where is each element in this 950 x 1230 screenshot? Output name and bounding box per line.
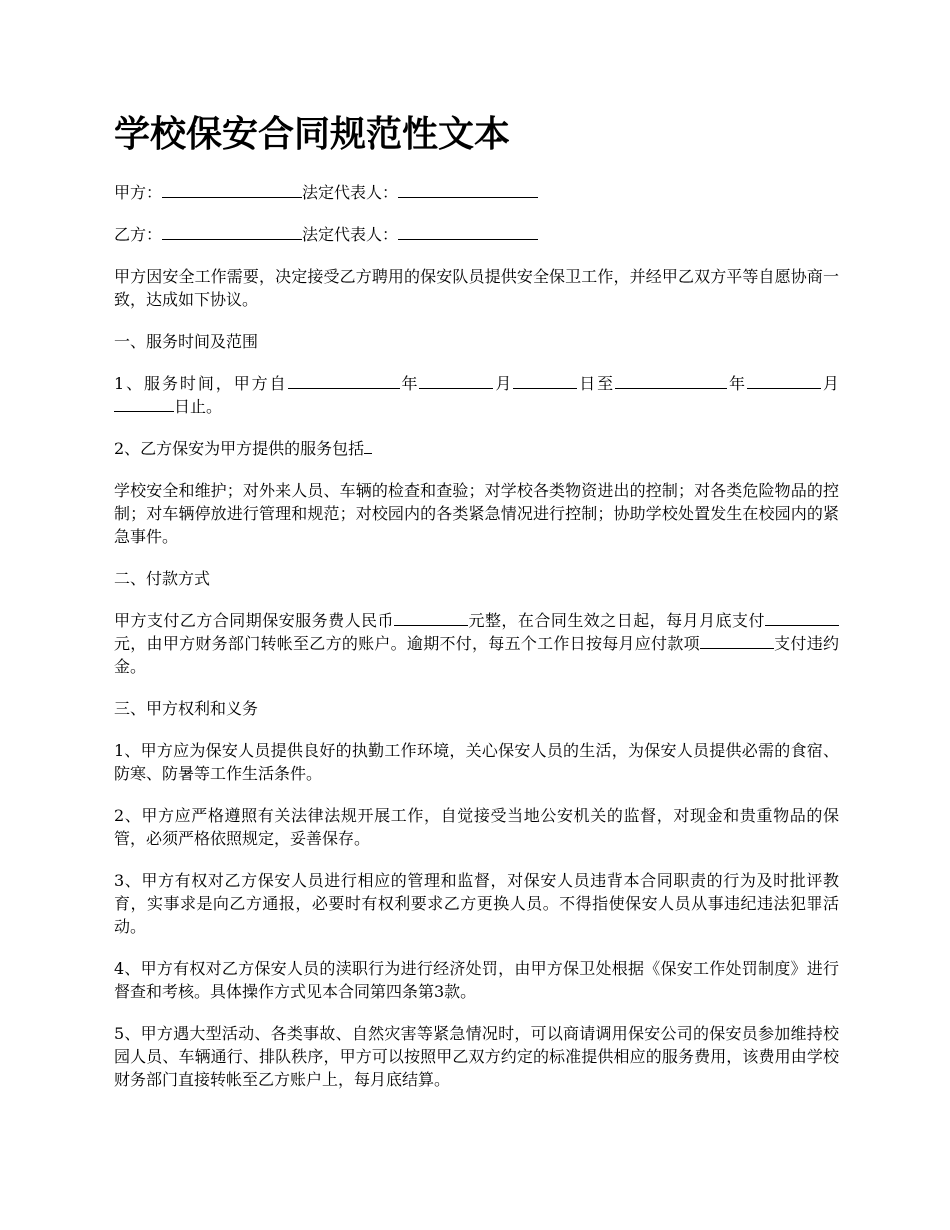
party-a-duty-3: 3、甲方有权对乙方保安人员进行相应的管理和监督，对保安人员违背本合同职责的行为及时批评教育，实事求是向乙方通报，必要时有权利要求乙方更换人员。不得指使保安人员从事违纪违法犯罪活动。 [114, 871, 839, 936]
end-day-blank [114, 396, 174, 412]
party-b-label: 乙方： [114, 225, 163, 244]
total-fee-blank [394, 610, 468, 626]
party-b-rep-label: 法定代表人： [302, 225, 399, 244]
start-month-blank [419, 373, 493, 389]
document-title: 学校保安合同规范性文本 [114, 114, 511, 155]
end-month-blank [747, 373, 821, 389]
party-a-label: 甲方： [114, 183, 163, 202]
year-label-2: 年 [727, 374, 747, 393]
party-a-rep-label: 法定代表人： [302, 183, 399, 202]
document-page [114, 108, 839, 1110]
day-to-label: 日至 [577, 374, 616, 393]
payment-part-2: 元整，在合同生效之日起，每月月底支付 [468, 611, 765, 630]
party-a-duty-4: 4、甲方有权对乙方保安人员的渎职行为进行经济处罚，由甲方保卫处根据《保安工作处罚制度》进行督查和考核。具体操作方式见本合同第四条第3款。 [114, 959, 839, 1001]
day-end-label: 日止。 [174, 397, 223, 416]
party-b-rep-blank [398, 224, 538, 240]
party-b-blank [162, 224, 302, 240]
month-label: 月 [493, 374, 514, 393]
service-scope-label: 2、乙方保安为甲方提供的服务包括 [114, 439, 365, 458]
party-a-rep-blank [398, 182, 538, 198]
start-year-blank [288, 373, 400, 389]
service-scope-clause [114, 437, 839, 460]
section-2-heading: 二、付款方式 [114, 569, 211, 588]
party-a-blank [162, 182, 302, 198]
party-a-duty-2: 2、甲方应严格遵照有关法律法规开展工作，自觉接受当地公安机关的监督，对现金和贵重物品的保管，必须严格依照规定，妥善保存。 [114, 806, 839, 848]
monthly-fee-blank [765, 610, 839, 626]
intro-paragraph: 甲方因安全工作需要，决定接受乙方聘用的保安队员提供安全保卫工作，并经甲乙双方平等自愿协商一致，达成如下协议。 [114, 267, 839, 309]
payment-part-4: 支付违约金。 [114, 634, 839, 676]
start-day-blank [513, 373, 577, 389]
section-1-heading: 一、服务时间及范围 [114, 332, 259, 351]
party-a-line [114, 181, 839, 204]
penalty-blank [700, 633, 774, 649]
year-label: 年 [399, 374, 420, 393]
end-year-blank [615, 373, 727, 389]
payment-part-3: 元，由甲方财务部门转帐至乙方的账户。逾期不付，每五个工作日按每月应付款项 [114, 634, 700, 653]
section-3-heading: 三、甲方权利和义务 [114, 699, 259, 718]
payment-part-1: 甲方支付乙方合同期保安服务费人民币 [114, 611, 395, 630]
service-scope-blank [364, 438, 372, 454]
service-time-clause [114, 372, 839, 418]
service-time-prefix: 1、服务时间，甲方自 [114, 374, 288, 393]
party-a-duty-5: 5、甲方遇大型活动、各类事故、自然灾害等紧急情况时，可以商请调用保安公司的保安员参加维持校园人员、车辆通行、排队秩序，甲方可以按照甲乙双方约定的标准提供相应的服务费用，该费用由学校财务部门直接转帐至乙方账户上，每月底结算。 [114, 1024, 839, 1089]
month-label-2: 月 [821, 374, 839, 393]
party-b-line [114, 223, 839, 246]
party-a-duty-1: 1、甲方应为保安人员提供良好的执勤工作环境，关心保安人员的生活，为保安人员提供必需的食宿、防寒、防暑等工作生活条件。 [114, 741, 839, 783]
service-scope-paragraph: 学校安全和维护；对外来人员、车辆的检查和查验；对学校各类物资进出的控制；对各类危险物品的控制；对车辆停放进行管理和规范；对校园内的各类紧急情况进行控制；协助学校处置发生在校园内的紧急事件。 [114, 481, 839, 546]
payment-clause [114, 609, 839, 678]
